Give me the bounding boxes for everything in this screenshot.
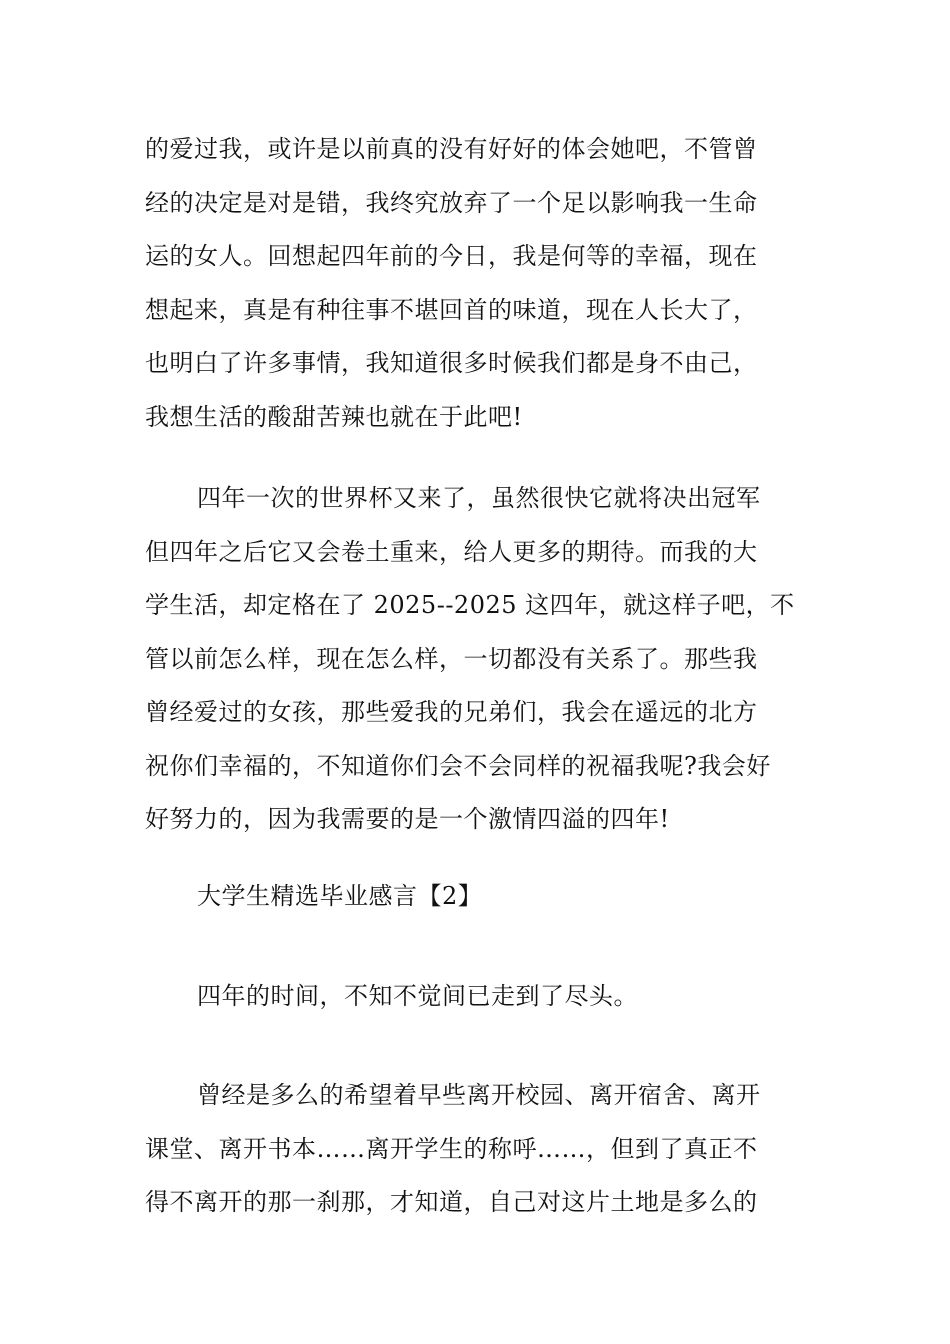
paragraph-4 (145, 1069, 810, 1230)
text-line: 但四年之后它又会卷土重来，给人更多的期待。而我的大 (145, 537, 758, 566)
text-line: 得不离开的那一刹那，才知道，自己对这片土地是多么的 (145, 1188, 758, 1216)
text-line: 经的决定是对是错，我终究放弃了一个足以影响我一生命 (145, 188, 758, 217)
paragraph-3 (145, 970, 810, 1024)
section-heading (145, 870, 810, 924)
paragraph-2 (145, 472, 810, 847)
paragraph-1 (145, 123, 810, 444)
section-heading-text: 大学生精选毕业感言【2】 (197, 882, 483, 910)
text-line: 曾经爱过的女孩，那些爱我的兄弟们，我会在遥远的北方 (145, 698, 758, 726)
text-line: 也明白了许多事情，我知道很多时候我们都是身不由己， (145, 349, 758, 377)
text-line: 我想生活的酸甜苦辣也就在于此吧! (145, 402, 523, 431)
text-line: 曾经是多么的希望着早些离开校园、离开宿舍、离开 (197, 1081, 761, 1109)
text-line: 的爱过我，或许是以前真的没有好好的体会她吧，不管曾 (145, 135, 758, 163)
text-line: 管以前怎么样，现在怎么样，一切都没有关系了。那些我 (145, 644, 758, 673)
text-line: 运的女人。回想起四年前的今日，我是何等的幸福，现在 (145, 242, 758, 270)
text-line: 祝你们幸福的，不知道你们会不会同样的祝福我呢?我会好 (145, 751, 771, 780)
text-line: 课堂、离开书本……离开学生的称呼……，但到了真正不 (145, 1134, 758, 1163)
text-line: 四年的时间，不知不觉间已走到了尽头。 (197, 982, 638, 1010)
text-line: 学生活，却定格在了 2025--2025 这四年，就这样子吧，不 (145, 591, 795, 619)
text-line: 好努力的，因为我需要的是一个激情四溢的四年! (145, 805, 670, 833)
text-line: 想起来，真是有种往事不堪回首的味道，现在人长大了， (145, 295, 758, 324)
text-line: 四年一次的世界杯又来了，虽然很快它就将决出冠军 (197, 484, 761, 512)
